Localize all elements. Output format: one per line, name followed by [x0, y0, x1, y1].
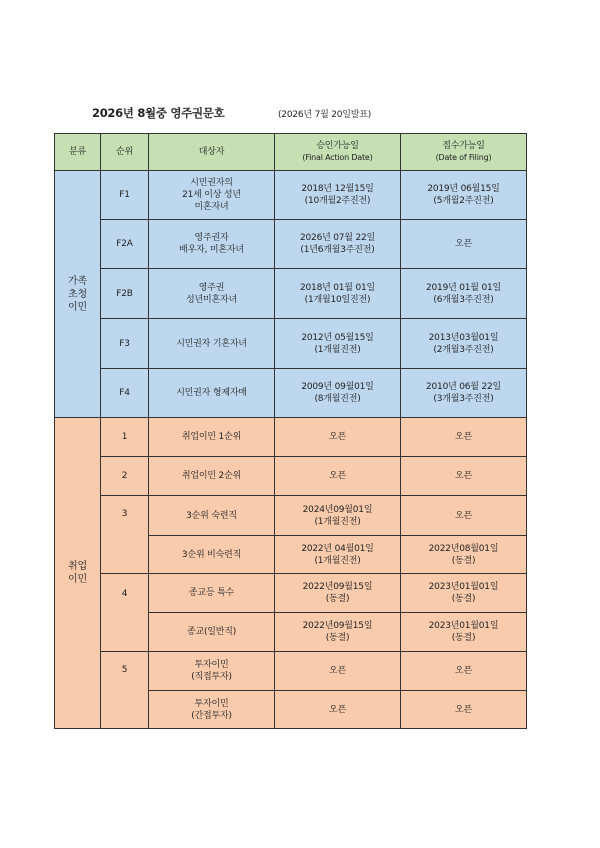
table-row: [55, 496, 527, 536]
final-action-cell: 오픈: [275, 457, 401, 496]
final-action-cell: 2022년09월15일 (동결): [275, 613, 401, 652]
rank-cell: F1: [101, 171, 149, 220]
filing-cell: 2023년01월01일 (동결): [401, 613, 527, 652]
table-row: [55, 369, 527, 418]
final-action-cell: 오픈: [275, 418, 401, 457]
header-final-action: [275, 134, 401, 171]
header-final-action-ko: 승인가능일: [316, 141, 359, 151]
filing-cell: 2023년01월01일 (동결): [401, 574, 527, 613]
target-cell: 영주권 성년미혼자녀: [149, 269, 275, 319]
table-row: [55, 269, 527, 319]
header-filing: [401, 134, 527, 171]
target-cell: 취업이민 2순위: [149, 457, 275, 496]
final-action-cell: 2009년 09월01일 (8개월진전): [275, 369, 401, 418]
filing-cell: 2013년03월01일 (2개월3주진전): [401, 319, 527, 369]
category-employment: 취업 이민: [55, 418, 101, 729]
filing-cell: 오픈: [401, 691, 527, 729]
category-family: 가족 초청 이민: [55, 171, 101, 418]
rank-cell: 3: [101, 496, 149, 574]
target-cell: 종교(일반직): [149, 613, 275, 652]
target-cell: 영주권자 배우자, 미혼자녀: [149, 220, 275, 269]
filing-cell: 2022년08월01일 (동결): [401, 536, 527, 574]
table-row: [55, 319, 527, 369]
final-action-cell: 2022년 04월01일 (1개월진전): [275, 536, 401, 574]
rank-cell: 2: [101, 457, 149, 496]
table-row: [55, 652, 527, 691]
table-row: [55, 574, 527, 613]
final-action-cell: 2012년 05월15일 (1개월진전): [275, 319, 401, 369]
rank-cell: F4: [101, 369, 149, 418]
page-title: 2026년 8월중 영주권문호: [92, 106, 225, 120]
target-cell: 시민권자 형제자매: [149, 369, 275, 418]
header-filing-ko: 접수가능일: [442, 141, 485, 151]
header-filing-en: (Date of Filing): [435, 153, 492, 162]
rank-cell: 1: [101, 418, 149, 457]
header-final-action-en: (Final Action Date): [302, 153, 373, 162]
rank-cell: 5: [101, 652, 149, 729]
target-cell: 종교등 특수: [149, 574, 275, 613]
filing-cell: 2019년 06월15일 (5개월2주진전): [401, 171, 527, 220]
table-row: [55, 457, 527, 496]
rank-cell: F2A: [101, 220, 149, 269]
target-cell: 취업이민 1순위: [149, 418, 275, 457]
final-action-cell: 2024년09월01일 (1개월진전): [275, 496, 401, 536]
table-row: [55, 171, 527, 220]
target-cell: 시민권자 기혼자녀: [149, 319, 275, 369]
filing-cell: 오픈: [401, 496, 527, 536]
final-action-cell: 오픈: [275, 652, 401, 691]
filing-cell: 2019년 01월 01일 (6개월3주진전): [401, 269, 527, 319]
table-row: [55, 220, 527, 269]
filing-cell: 오픈: [401, 418, 527, 457]
target-cell: 3순위 비숙련직: [149, 536, 275, 574]
rank-cell: F2B: [101, 269, 149, 319]
rank-cell: 4: [101, 574, 149, 652]
header-rank: 순위: [101, 134, 149, 171]
filing-cell: 오픈: [401, 220, 527, 269]
target-cell: 투자이민 (간접투자): [149, 691, 275, 729]
target-cell: 시민권자의 21세 이상 성년 미혼자녀: [149, 171, 275, 220]
announcement-date: (2026년 7월 20일발표): [278, 110, 372, 120]
final-action-cell: 2026년 07월 22일 (1년6개월3주진전): [275, 220, 401, 269]
header-row: [55, 134, 527, 171]
filing-cell: 오픈: [401, 652, 527, 691]
header-category: 분류: [55, 134, 101, 171]
visa-bulletin-table: [54, 133, 527, 729]
final-action-cell: 2022년09월15일 (동결): [275, 574, 401, 613]
final-action-cell: 오픈: [275, 691, 401, 729]
target-cell: 3순위 숙련직: [149, 496, 275, 536]
filing-cell: 2010년 06월 22일 (3개월3주진전): [401, 369, 527, 418]
header-target: 대상자: [149, 134, 275, 171]
target-cell: 투자이민 (직접투자): [149, 652, 275, 691]
table-row: [55, 418, 527, 457]
filing-cell: 오픈: [401, 457, 527, 496]
final-action-cell: 2018년 01월 01일 (1개월10일진전): [275, 269, 401, 319]
rank-cell: F3: [101, 319, 149, 369]
final-action-cell: 2018년 12월15일 (10개월2주진전): [275, 171, 401, 220]
